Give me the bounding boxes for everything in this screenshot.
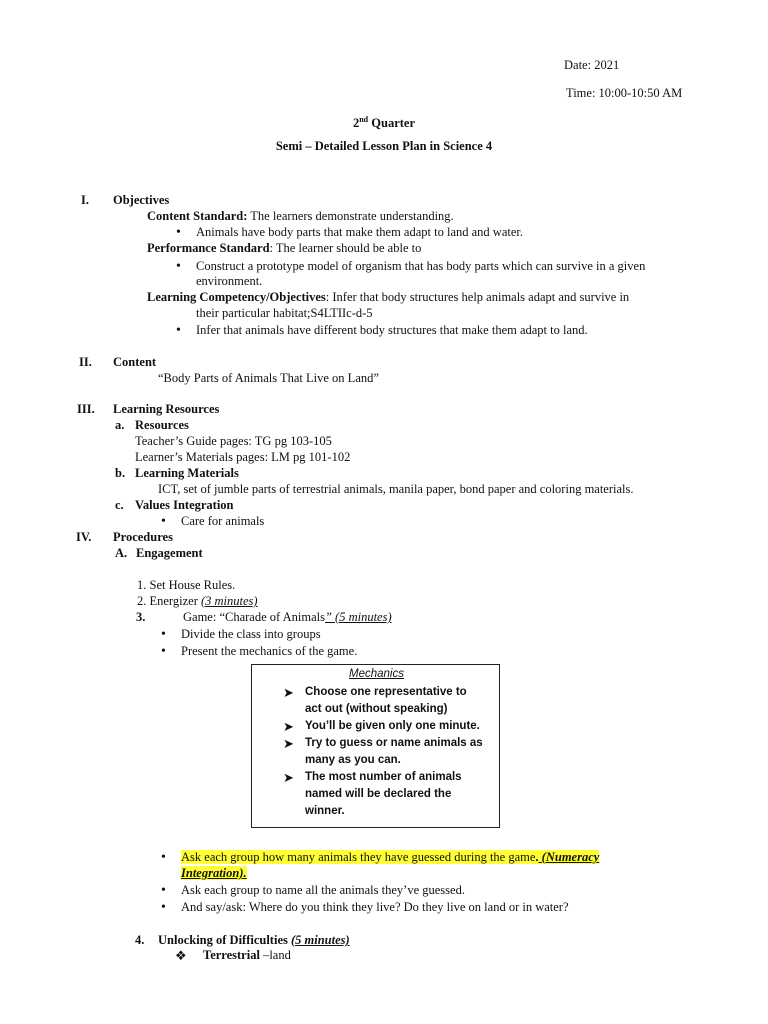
- time-text: Time: 10:00-10:50 AM: [566, 86, 683, 100]
- resources-heading: Learning Resources: [113, 402, 220, 416]
- numeracy-tag: Integration).: [181, 866, 247, 880]
- engagement-subheading: Engagement: [136, 546, 203, 560]
- diamond-bullet-icon: ❖: [175, 948, 187, 963]
- step-game: Game: “Charade of Animals” (5 minutes): [183, 610, 392, 624]
- section-number-content: II.: [79, 355, 92, 369]
- unlocking-heading: Unlocking of Difficulties (5 minutes): [158, 933, 350, 947]
- list-item: • Ask each group to name all the animals they’ve guessed.: [181, 883, 465, 898]
- learning-competency: Learning Competency/Objectives: Infer that body structures help animals adapt and survive in: [147, 290, 630, 304]
- resources-subheading: Resources: [135, 418, 189, 432]
- subsection-marker: c.: [115, 498, 124, 512]
- list-item: • Construct a prototype model of organism that has body parts which can survive in a given: [196, 259, 645, 274]
- mechanics-item: ➤ Try to guess or name animals as: [283, 736, 483, 751]
- objectives-heading: Objectives: [113, 193, 170, 207]
- mechanics-item-continuation: winner.: [305, 805, 345, 817]
- procedures-heading: Procedures: [113, 530, 173, 544]
- mechanics-item: ➤ Choose one representative to: [283, 685, 467, 700]
- list-item: • Infer that animals have different body structures that make them adapt to land.: [196, 323, 588, 338]
- teachers-guide-pages: Teacher’s Guide pages: TG pg 103-105: [135, 434, 332, 448]
- list-item: • Present the mechanics of the game.: [181, 644, 357, 659]
- mechanics-box: [251, 664, 500, 828]
- mechanics-item: ➤ The most number of animals: [283, 770, 462, 785]
- step-number: 3.: [136, 610, 146, 624]
- arrow-bullet-icon: ➤: [283, 770, 294, 785]
- list-item-continuation: environment.: [196, 274, 263, 288]
- mechanics-title: Mechanics: [349, 668, 404, 680]
- mechanics-item: ➤ You’ll be given only one minute.: [283, 719, 480, 734]
- learning-competency-code: their particular habitat;S4LTIIc-d-5: [196, 306, 373, 320]
- mechanics-item-continuation: act out (without speaking): [305, 703, 448, 715]
- materials-text: ICT, set of jumble parts of terrestrial animals, manila paper, bond paper and coloring materials.: [158, 482, 634, 496]
- step-house-rules: 1. Set House Rules.: [137, 578, 236, 592]
- arrow-bullet-icon: ➤: [283, 736, 294, 751]
- section-number-objectives: I.: [81, 193, 89, 207]
- performance-standard: Performance Standard: The learner should be able to: [147, 241, 422, 255]
- learning-materials-subheading: Learning Materials: [135, 466, 239, 480]
- arrow-bullet-icon: ➤: [283, 719, 294, 734]
- step-number: 4.: [135, 933, 145, 947]
- subsection-marker: a.: [115, 418, 125, 432]
- list-item: • Animals have body parts that make them adapt to land and water.: [196, 225, 523, 240]
- subsection-marker: A.: [115, 546, 128, 560]
- content-title: “Body Parts of Animals That Live on Land”: [158, 371, 379, 385]
- list-item: • And say/ask: Where do you think they live? Do they live on land or in water?: [181, 900, 569, 915]
- section-number-resources: III.: [77, 402, 95, 416]
- page-title: Semi – Detailed Lesson Plan in Science 4: [275, 139, 493, 153]
- vocabulary-item: ❖ Terrestrial –land: [175, 948, 291, 963]
- content-heading: Content: [113, 355, 157, 369]
- list-item: • Divide the class into groups: [181, 627, 321, 642]
- mechanics-item-continuation: many as you can.: [305, 754, 401, 766]
- content-standard: Content Standard: The learners demonstrate understanding.: [147, 209, 454, 223]
- learners-materials-pages: Learner’s Materials pages: LM pg 101-102: [135, 450, 351, 464]
- subsection-marker: b.: [115, 466, 126, 480]
- arrow-bullet-icon: ➤: [283, 685, 294, 700]
- quarter-heading: 2nd Quarter: [352, 115, 415, 131]
- mechanics-item-continuation: named will be declared the: [305, 788, 452, 800]
- section-number-procedures: IV.: [76, 530, 92, 544]
- values-integration-subheading: Values Integration: [135, 498, 234, 512]
- date-text: Date: 2021: [564, 58, 620, 72]
- list-item: • Care for animals: [181, 514, 264, 529]
- list-item-highlighted: • Ask each group how many animals they have guessed during the game. (Numeracy: [181, 850, 599, 865]
- step-energizer: 2. Energizer (3 minutes): [137, 594, 258, 608]
